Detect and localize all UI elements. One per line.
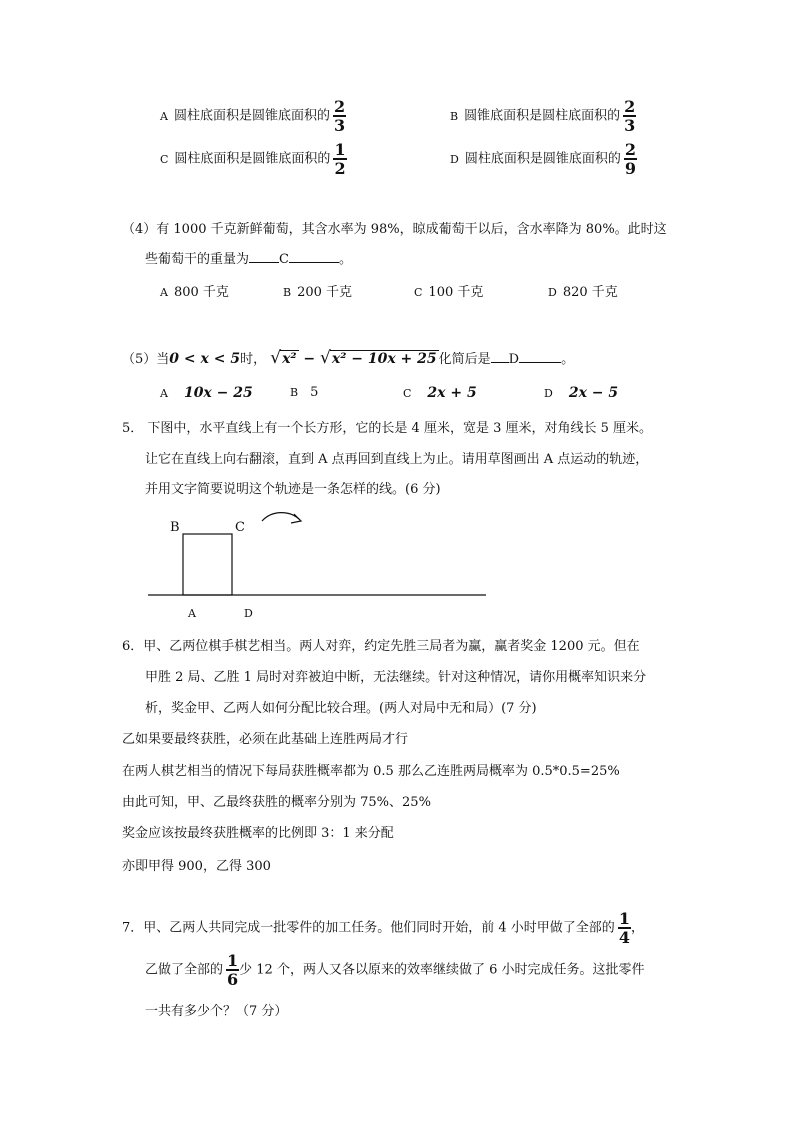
label-b: B — [170, 520, 180, 535]
option-letter: D — [450, 152, 459, 166]
option-text: 圆锥底面积是圆柱底面积的 — [464, 108, 621, 124]
option-text: 圆柱底面积是圆锥底面积的 — [464, 151, 621, 167]
p7-line2: 乙做了全部的 $\frac{1}{6}$ 少 12 个，两人又各以原来的效率继续做了 6 小时完成任务。这批零件 — [145, 951, 645, 989]
option-letter: B — [450, 109, 459, 123]
q4-option-a: A 800 千克 — [160, 285, 229, 300]
p7-line1: 7．甲、乙两人共同完成一批零件的加工任务。他们同时开始，前 4 小时甲做了全部的 $\frac{1}{4}$ ， — [122, 909, 644, 947]
q4-option-d: D 820 千克 — [548, 285, 618, 300]
p6-answer-3: 由此可知，甲、乙最终获胜的概率分别为 75%、25% — [122, 795, 431, 810]
p5-line1: 5． 下图中，水平直线上有一个长方形，它的长是 4 厘米，宽是 3 厘米，对角线长 5 厘米。 — [122, 421, 653, 436]
fraction: $\frac{2}{3}$ — [624, 97, 636, 135]
q4-option-c: C 100 千克 — [414, 285, 484, 300]
p7-line3: 一共有多少个？（7 分） — [145, 1004, 288, 1019]
p6-answer-2: 在两人棋艺相当的情况下每局获胜概率都为 0.5 那么乙连胜两局概率为 0.5*0.5=25% — [122, 764, 620, 779]
p5-line3: 并用文字简要说明这个轨迹是一条怎样的线。(6 分) — [145, 482, 441, 497]
q4-line2: 些葡萄干的重量为 C 。 — [145, 248, 352, 267]
fraction: $\frac{1}{6}$ — [227, 951, 239, 989]
q5-option-b: B 5 — [290, 385, 319, 400]
fraction: $\frac{1}{2}$ — [334, 140, 346, 178]
q5-answer: D — [508, 352, 520, 367]
q4-answer: C — [279, 252, 289, 267]
label-c: C — [235, 520, 245, 535]
q5-option-a: A 10x − 25 — [160, 385, 253, 401]
fraction: $\frac{2}{9}$ — [624, 140, 636, 178]
fraction: $\frac{1}{4}$ — [618, 909, 630, 947]
rectangle — [183, 534, 232, 595]
p5-line2: 让它在直线上向右翻滚，直到 A 点再回到直线上为止。请用草图画出 A 点运动的轨迹， — [145, 452, 649, 467]
q4-line1: （4）有 1000 千克新鲜葡萄，其含水率为 98%，晾成葡萄干以后，含水率降为 80%。此时这 — [122, 222, 667, 237]
fraction: $\frac{2}{3}$ — [333, 97, 346, 135]
p6-line2: 甲胜 2 局、乙胜 1 局时对弈被迫中断，无法继续。针对这种情况，请你用概率知识来分 — [145, 670, 647, 685]
p6-answer-4: 奖金应该按最终获胜概率的比例即 3：1 来分配 — [122, 826, 394, 841]
option-letter: C — [160, 152, 169, 166]
label-d: D — [244, 607, 253, 620]
option-text: 圆柱底面积是圆锥底面积的 — [174, 151, 331, 167]
sqrt-expression-b: √x² − 10x + 25 — [320, 348, 437, 368]
q5-line: （5）当0 < x < 5时， √x² − √x² − 10x + 25 化简后是 D 。 — [122, 348, 575, 368]
p6-line3: 析，奖金甲、乙两人如何分配比较合理。(两人对局中无和局）(7 分) — [145, 701, 537, 716]
p6-answer-1: 乙如果要最终获胜，必须在此基础上连胜两局才行 — [122, 732, 409, 747]
sqrt-expression-a: √x² — [270, 348, 297, 368]
p6-line1: 6．甲、乙两位棋手棋艺相当。两人对弈，约定先胜三局者为赢，赢者奖金 1200 元。但在 — [122, 639, 640, 654]
option-text: 圆柱底面积是圆锥底面积的 — [173, 108, 330, 124]
p6-answer-5: 亦即甲得 900，乙得 300 — [122, 859, 271, 874]
q5-option-d: D 2x − 5 — [544, 385, 619, 401]
q4-option-b: B 200 千克 — [283, 285, 353, 300]
option-letter: A — [160, 109, 168, 123]
q5-option-c: C 2x + 5 — [403, 385, 477, 401]
label-a: A — [188, 607, 196, 620]
q5-condition: 0 < x < 5 — [169, 351, 241, 367]
